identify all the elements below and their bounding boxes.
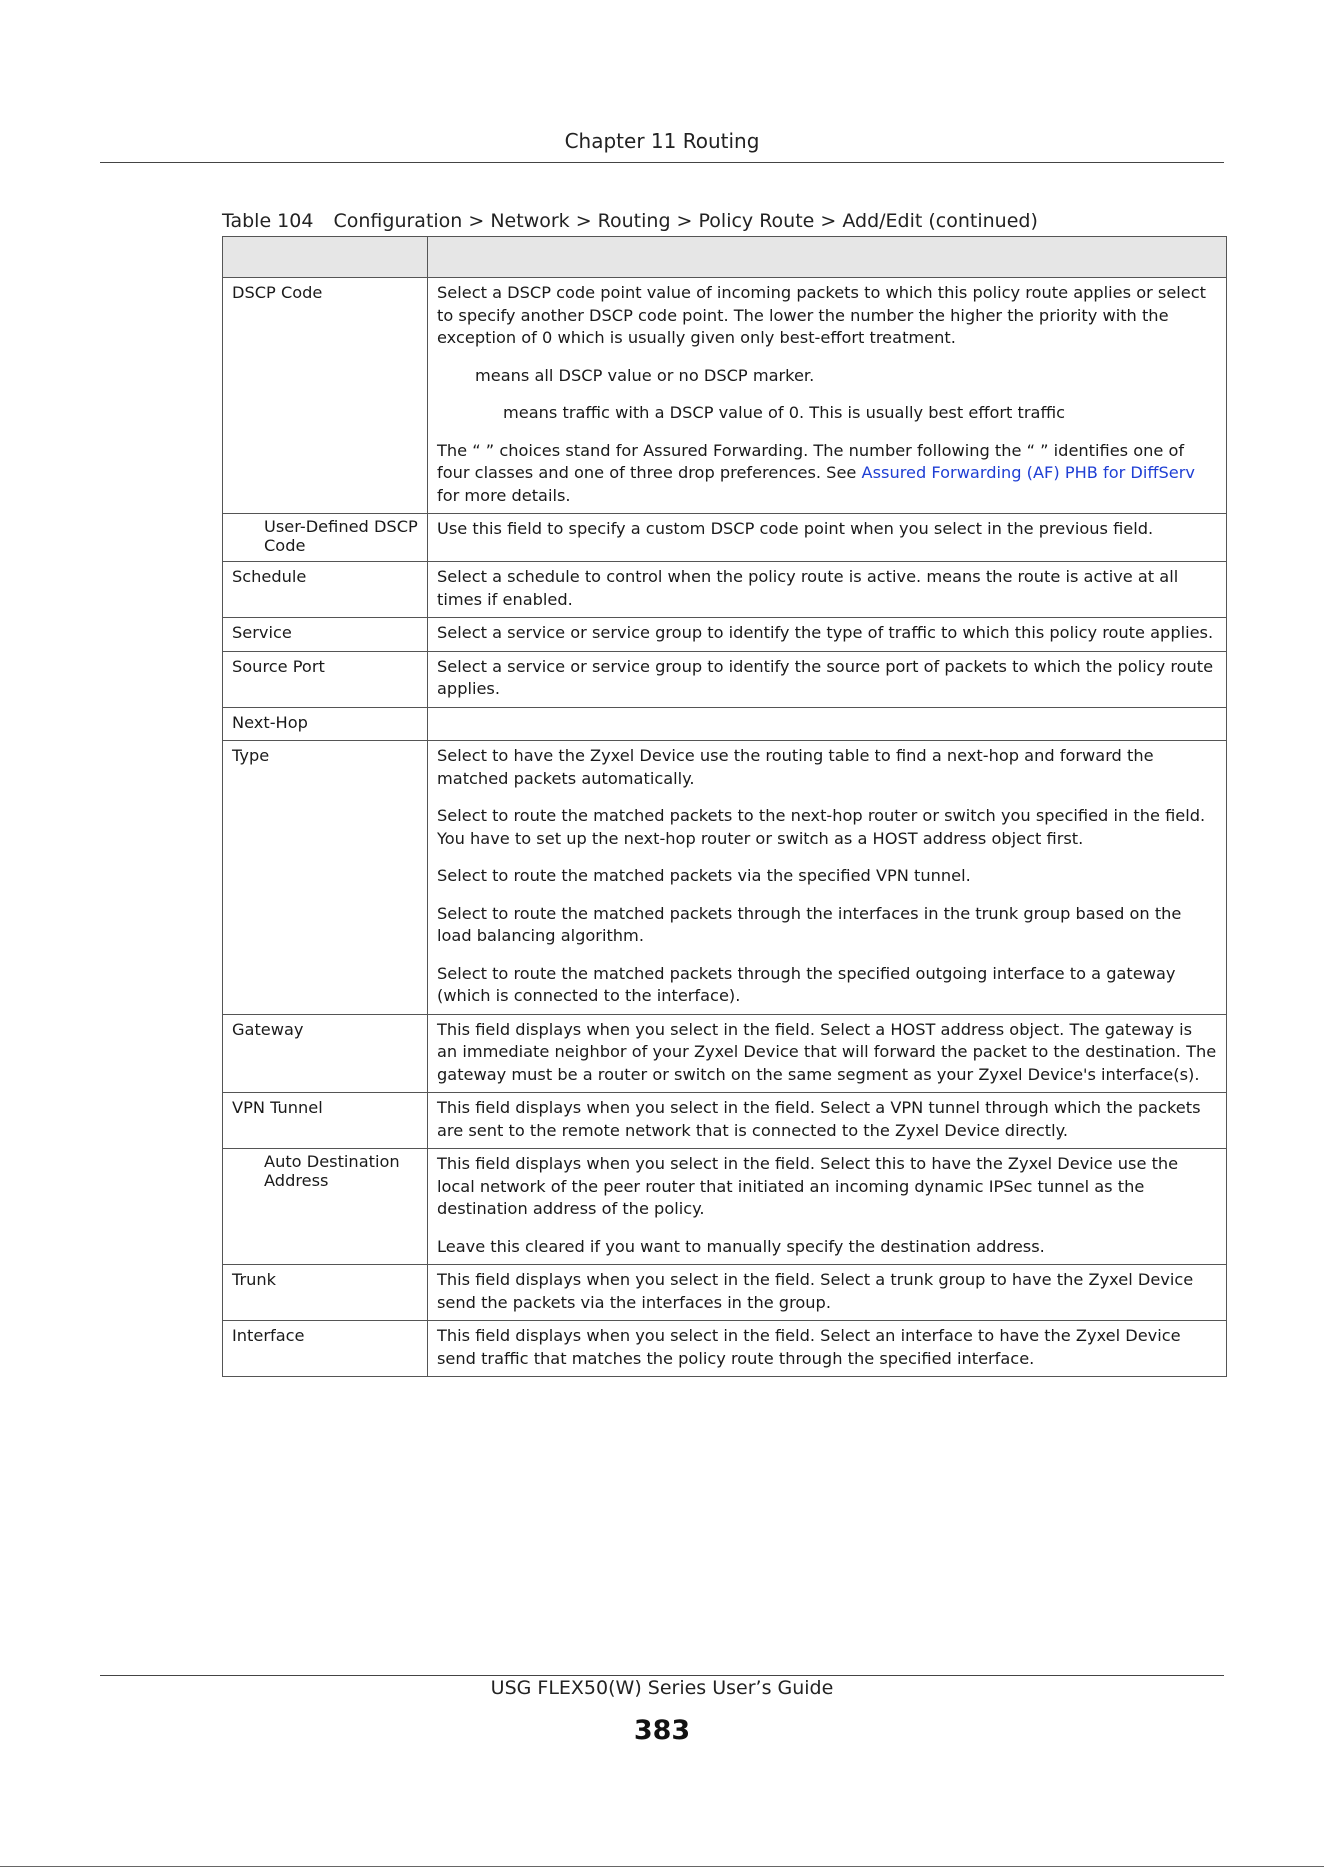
table-caption-number: Table 104 <box>222 210 314 232</box>
row-label-user-defined-dscp-code: User-Defined DSCP Code <box>223 514 428 562</box>
table-row <box>223 651 1227 707</box>
table-header-row <box>223 237 1227 278</box>
row-description <box>428 1093 1227 1149</box>
description-paragraph: Select a service or service group to identify the type of traffic to which this policy route applies. <box>437 623 1214 642</box>
row-description <box>428 741 1227 1015</box>
chapter-header: Chapter 11 Routing <box>564 129 760 153</box>
description-paragraph: This field displays when you select in the field. Select this to have the Zyxel Device use the local network of the peer router that initiated an incoming dynamic IPSec tunnel as the destination address of the policy. <box>437 1154 1179 1218</box>
table-row <box>223 278 1227 514</box>
description-paragraph: Leave this cleared if you want to manually specify the destination address. <box>437 1236 1045 1256</box>
table-row <box>223 1149 1227 1265</box>
description-paragraph: means traffic with a DSCP value of 0. This is usually best effort traffic <box>503 403 1065 422</box>
description-paragraph: Select to route the matched packets to the next-hop router or switch you specified in the field. You have to set up the next-hop router or switch as a HOST address object first. <box>437 806 1206 848</box>
row-description <box>428 562 1227 618</box>
table-row <box>223 1093 1227 1149</box>
bottom-edge-line <box>0 1866 1324 1867</box>
row-label-source-port: Source Port <box>223 651 428 707</box>
row-label-next-hop: Next-Hop <box>223 707 428 741</box>
table-header-description <box>428 237 1227 278</box>
row-description <box>428 618 1227 652</box>
row-description <box>428 707 1227 741</box>
row-description <box>428 651 1227 707</box>
row-label-service: Service <box>223 618 428 652</box>
description-paragraph: Select a service or service group to identify the source port of packets to which the policy route applies. <box>437 656 1214 698</box>
description-paragraph: Select to route the matched packets through the specified outgoing interface to a gateway (which is connected to the interface). <box>437 963 1176 1005</box>
row-label-gateway: Gateway <box>223 1014 428 1093</box>
row-description <box>428 1014 1227 1093</box>
description-paragraph: Select to have the Zyxel Device use the routing table to find a next-hop and forward the matched packets automatically. <box>437 746 1154 788</box>
description-text: for more details. <box>437 485 571 505</box>
row-description <box>428 278 1227 514</box>
description-paragraph: Select a DSCP code point value of incoming packets to which this policy route applies or select to specify another DSCP code point. The lower the number the higher the priority with the exception of 0 which is usually given only best-effort treatment. <box>437 283 1207 347</box>
description-paragraph <box>437 440 1217 508</box>
description-paragraph: Select a schedule to control when the policy route is active. means the route is active at all times if enabled. <box>437 567 1179 609</box>
row-description <box>428 1265 1227 1321</box>
table-row <box>223 618 1227 652</box>
description-paragraph: This field displays when you select in the field. Select a trunk group to have the Zyxel Device send the packets via the interfaces in the group. <box>437 1270 1194 1312</box>
table-row <box>223 1321 1227 1377</box>
table-row <box>223 514 1227 562</box>
page-number: 383 <box>633 1715 691 1746</box>
row-label-trunk: Trunk <box>223 1265 428 1321</box>
description-paragraph: This field displays when you select in the field. Select a VPN tunnel through which the packets are sent to the remote network that is connected to the Zyxel Device directly. <box>437 1098 1201 1140</box>
guide-title: USG FLEX50(W) Series User’s Guide <box>490 1677 834 1699</box>
description-paragraph: Select to route the matched packets via the specified VPN tunnel. <box>437 866 971 885</box>
row-label-type: Type <box>223 741 428 1015</box>
row-label-schedule: Schedule <box>223 562 428 618</box>
description-paragraph: Select to route the matched packets through the interfaces in the trunk group based on the load balancing algorithm. <box>437 903 1182 945</box>
table-row <box>223 1014 1227 1093</box>
row-description <box>428 514 1227 562</box>
table-row <box>223 562 1227 618</box>
row-label-interface: Interface <box>223 1321 428 1377</box>
footer-divider <box>100 1675 1224 1676</box>
row-label-dscp-code: DSCP Code <box>223 278 428 514</box>
row-description <box>428 1149 1227 1265</box>
description-paragraph: means all DSCP value or no DSCP marker. <box>475 365 815 385</box>
description-paragraph: This field displays when you select in the field. Select an interface to have the Zyxel Device send traffic that matches the policy route through the specified interface. <box>437 1326 1181 1368</box>
row-description <box>428 1321 1227 1377</box>
table-caption-title: Configuration > Network > Routing > Policy Route > Add/Edit (continued) <box>333 210 1038 232</box>
table-row <box>223 741 1227 1015</box>
description-paragraph: This field displays when you select in the field. Select a HOST address object. The gateway is an immediate neighbor of your Zyxel Device that will forward the packet to the destination. The gateway must be a router or switch on the same segment as your Zyxel Device's interface(s). <box>437 1019 1217 1084</box>
row-label-vpn-tunnel: VPN Tunnel <box>223 1093 428 1149</box>
table-row <box>223 1265 1227 1321</box>
description-text: The “ ” choices stand for Assured Forwarding. The number following the “ ” identifies one of four classes and one of three drop preferences. See <box>437 440 1185 482</box>
header-divider <box>100 162 1224 163</box>
assured-forwarding-link[interactable]: Assured Forwarding (AF) PHB for DiffServ <box>861 463 1196 482</box>
field-description-table <box>222 236 1227 1377</box>
table-row <box>223 707 1227 741</box>
description-paragraph: Use this field to specify a custom DSCP code point when you select in the previous field. <box>437 519 1154 538</box>
table-caption <box>222 210 1038 232</box>
table-header-label <box>223 237 428 278</box>
row-label-auto-destination-address: Auto Destination Address <box>223 1149 428 1265</box>
